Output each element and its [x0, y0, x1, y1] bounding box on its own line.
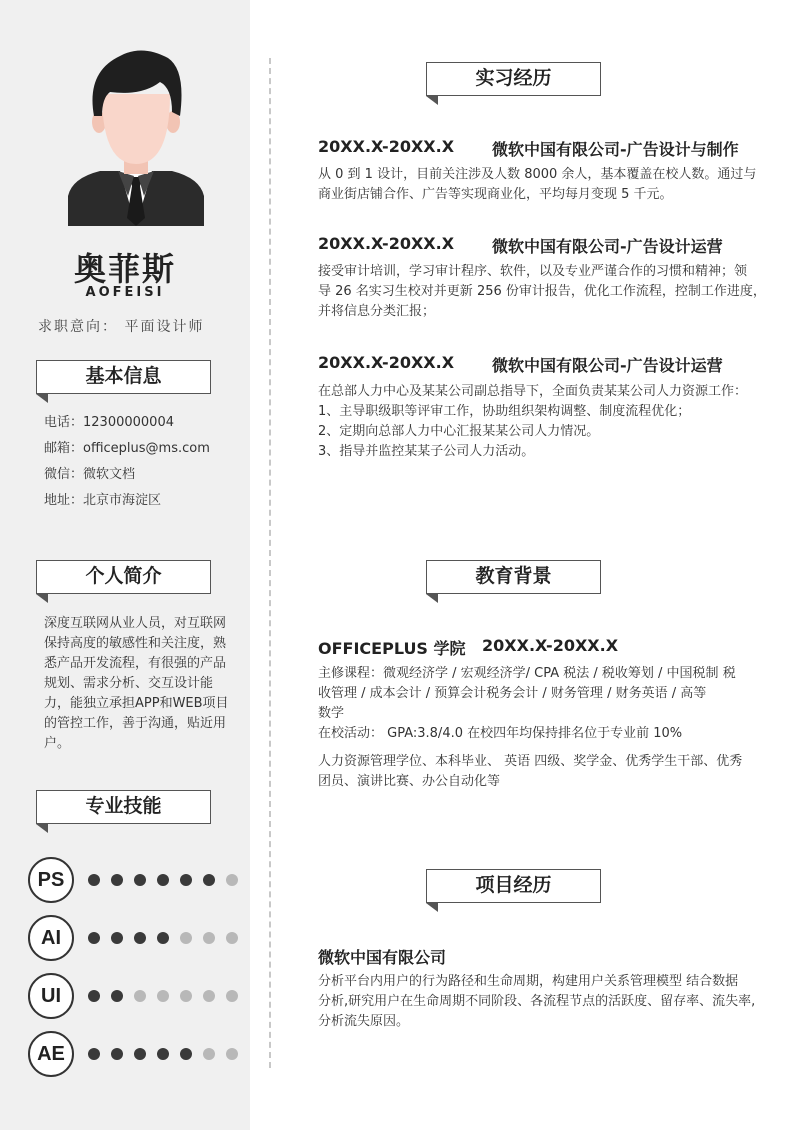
- rating-dot-filled: [203, 874, 215, 886]
- desc-line: 从 0 到 1 设计，目前关注涉及人数 8000 余人，基本覆盖在校人数。通过与: [318, 167, 757, 182]
- rating-dot-empty: [226, 990, 238, 1002]
- dashed-divider: [269, 58, 271, 1068]
- rating-dot-empty: [180, 932, 192, 944]
- rating-dot-filled: [134, 932, 146, 944]
- desc-line: 3、指导并监控某某子公司人力活动。: [318, 444, 535, 459]
- candidate-name-pinyin: AOFEISI: [85, 285, 165, 300]
- rating-dot-empty: [226, 874, 238, 886]
- desc-line: 分析平台内用户的行为路径和生命周期，构建用户关系管理模型 结合数据: [318, 974, 739, 989]
- tag-fold: [36, 824, 48, 833]
- section-title-basic: 基本信息: [85, 365, 162, 387]
- desc-line: 团员、演讲比赛、办公自动化等: [318, 774, 501, 789]
- skill-badge: PS: [28, 857, 74, 903]
- section-tag-education: [426, 560, 601, 594]
- rating-dot-filled: [157, 874, 169, 886]
- rating-dot-filled: [180, 874, 192, 886]
- section-tag-project: [426, 869, 601, 903]
- section-title-project: 项目经历: [475, 874, 552, 896]
- desc-line: 分析流失原因。: [318, 1014, 410, 1029]
- internship-period: 20XX.X-20XX.X: [318, 234, 455, 253]
- desc-line: 主修课程：微观经济学 / 宏观经济学/ CPA 税法 / 税收筹划 / 中国税制 税: [318, 666, 736, 681]
- candidate-name: 奥菲斯: [73, 250, 176, 288]
- desc-line: 1、主导职级职等评审工作，协助组织架构调整、制度流程优化；: [318, 404, 691, 419]
- rating-dot-filled: [111, 874, 123, 886]
- section-tag-internship: [426, 62, 601, 96]
- education-courses: [318, 664, 768, 744]
- contact-email: 邮箱：officeplus@ms.com: [44, 441, 210, 456]
- section-title-intro: 个人简介: [85, 565, 162, 587]
- internship-desc: [318, 262, 768, 322]
- desc-line: 人力资源管理学位、本科毕业、 英语 四级、奖学金、优秀学生干部、优秀: [318, 754, 743, 769]
- skill-ae: [28, 1031, 258, 1077]
- section-tag-skills: [36, 790, 211, 824]
- skill-badge: AI: [28, 915, 74, 961]
- rating-dot-filled: [88, 874, 100, 886]
- tag-fold: [426, 96, 438, 105]
- rating-dot-empty: [203, 1048, 215, 1060]
- rating-dot-filled: [134, 874, 146, 886]
- contact-phone: 电话：12300000004: [44, 415, 174, 430]
- rating-dot-filled: [88, 932, 100, 944]
- rating-dot-filled: [134, 1048, 146, 1060]
- skill-ai: [28, 915, 258, 961]
- section-title-skills: 专业技能: [85, 795, 162, 817]
- avatar: [68, 36, 204, 226]
- skill-badge: AE: [28, 1031, 74, 1077]
- rating-dot-empty: [203, 990, 215, 1002]
- tag-fold: [426, 903, 438, 912]
- rating-dot-empty: [203, 932, 215, 944]
- desc-line: 分析,研究用户在生命周期不同阶段、各流程节点的活跃度、留存率、流失率,: [318, 994, 756, 1009]
- desc-line: 并将信息分类汇报；: [318, 304, 436, 319]
- bio-text: 深度互联网从业人员，对互联网保持高度的敏感性和关注度，熟悉产品开发流程，有很强的产品规划、需求分析、交互设计能力，能独立承担APP和WEB项目的管控工作，善于沟通，贴近用户。: [44, 616, 229, 751]
- internship-org: 微软中国有限公司-广告设计运营: [492, 237, 723, 256]
- job-objective: 求职意向： 平面设计师: [38, 319, 205, 335]
- education-period: 20XX.X-20XX.X: [482, 636, 619, 655]
- rating-dot-empty: [134, 990, 146, 1002]
- rating-dot-filled: [111, 990, 123, 1002]
- rating-dot-filled: [88, 1048, 100, 1060]
- internship-period: 20XX.X-20XX.X: [318, 353, 455, 372]
- desc-line: 商业街店铺合作、广告等实现商业化，平均每月变现 5 千元。: [318, 187, 673, 202]
- tag-fold: [426, 594, 438, 603]
- contact-wechat: 微信：微软文档: [44, 467, 136, 482]
- desc-line: 2、定期向总部人力中心汇报某某公司人力情况。: [318, 424, 600, 439]
- contact-address: 地址：北京市海淀区: [44, 493, 162, 508]
- internship-desc: [318, 382, 768, 462]
- internship-org: 微软中国有限公司-广告设计运营: [492, 356, 723, 375]
- skill-ps: [28, 857, 258, 903]
- desc-line: 接受审计培训，学习审计程序、软件，以及专业严谨合作的习惯和精神；领: [318, 264, 748, 279]
- desc-line: 导 26 名实习生校对并更新 256 份审计报告，优化工作流程，控制工作进度，: [318, 284, 766, 299]
- rating-dot-filled: [88, 990, 100, 1002]
- education-honors: [318, 752, 768, 792]
- rating-dot-filled: [111, 1048, 123, 1060]
- education-activity: 在校活动： GPA:3.8/4.0 在校四年均保持排名位于专业前 10%: [318, 726, 683, 741]
- rating-dot-empty: [180, 990, 192, 1002]
- rating-dot-filled: [157, 1048, 169, 1060]
- rating-dot-empty: [226, 1048, 238, 1060]
- desc-line: 在总部人力中心及某某公司副总指导下，全面负责某某公司人力资源工作：: [318, 384, 748, 399]
- education-school: OFFICEPLUS 学院: [318, 639, 466, 658]
- section-tag-basic: [36, 360, 211, 394]
- rating-dot-filled: [111, 932, 123, 944]
- tag-fold: [36, 594, 48, 603]
- section-tag-intro: [36, 560, 211, 594]
- tag-fold: [36, 394, 48, 403]
- rating-dot-empty: [226, 932, 238, 944]
- internship-period: 20XX.X-20XX.X: [318, 137, 455, 156]
- rating-dot-filled: [180, 1048, 192, 1060]
- internship-desc: [318, 165, 768, 205]
- rating-dot-filled: [157, 932, 169, 944]
- internship-org: 微软中国有限公司-广告设计与制作: [492, 140, 739, 159]
- project-company: 微软中国有限公司: [318, 948, 447, 967]
- skill-badge: UI: [28, 973, 74, 1019]
- section-title-education: 教育背景: [475, 565, 552, 587]
- project-desc: [318, 972, 768, 1032]
- section-title-internship: 实习经历: [475, 67, 552, 89]
- skill-ui: [28, 973, 258, 1019]
- rating-dot-empty: [157, 990, 169, 1002]
- desc-line: 收管理 / 成本会计 / 预算会计税务会计 / 财务管理 / 财务英语 / 高等: [318, 686, 707, 701]
- desc-line: 数学: [318, 706, 345, 721]
